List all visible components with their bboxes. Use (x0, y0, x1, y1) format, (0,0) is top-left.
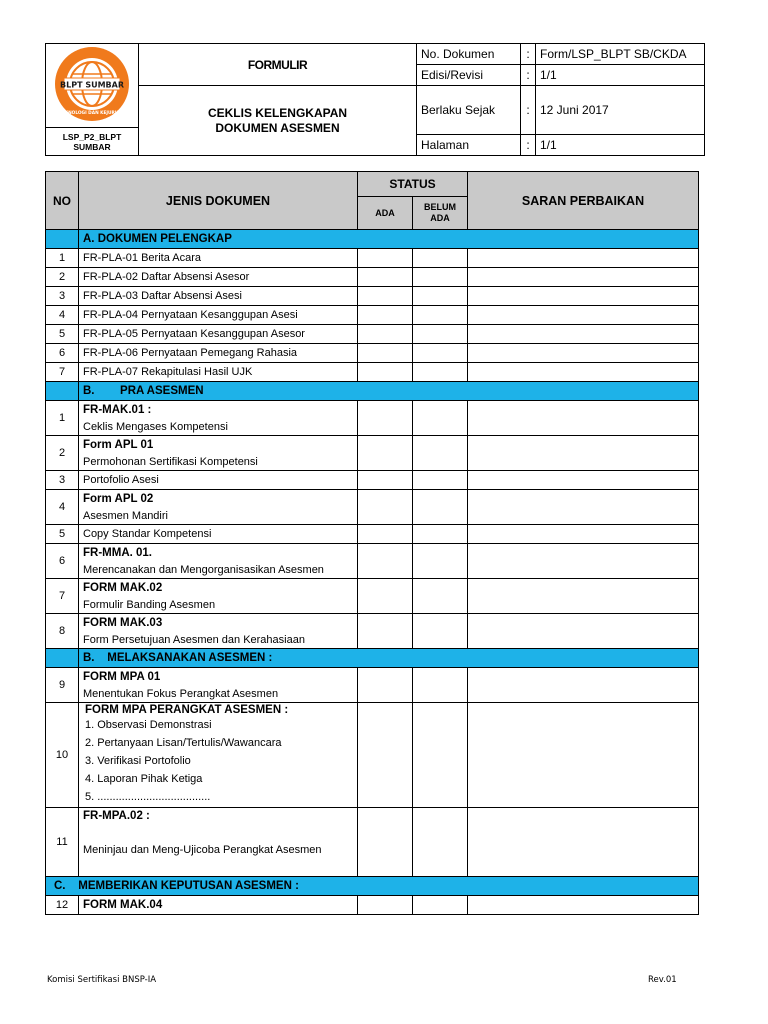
saran-field[interactable] (468, 579, 699, 614)
table-row: 6 FR-MMA. 01. Merencanakan dan Mengorganisasikan Asesmen (46, 544, 699, 579)
table-row: 2 Form APL 01 Permohonan Sertifikasi Kompetensi (46, 436, 699, 471)
belum-ada-checkbox[interactable] (413, 363, 468, 382)
meta-label-no-dokumen: No. Dokumen (417, 44, 521, 65)
belum-ada-checkbox[interactable] (413, 490, 468, 525)
belum-ada-checkbox[interactable] (413, 436, 468, 471)
ada-checkbox[interactable] (358, 490, 413, 525)
meta-label-halaman: Halaman (417, 135, 521, 156)
ada-checkbox[interactable] (358, 703, 413, 808)
belum-ada-checkbox[interactable] (413, 544, 468, 579)
belum-ada-checkbox[interactable] (413, 268, 468, 287)
ada-checkbox[interactable] (358, 579, 413, 614)
svg-text:BLPT SUMBAR: BLPT SUMBAR (60, 80, 124, 90)
saran-field[interactable] (468, 703, 699, 808)
saran-field[interactable] (468, 436, 699, 471)
table-row: 2 FR-PLA-02 Daftar Absensi Asesor (46, 268, 699, 287)
section-melaksanakan-asesmen: B. MELAKSANAKAN ASESMEN : (46, 649, 699, 668)
table-row: 5 FR-PLA-05 Pernyataan Kesanggupan Asesor (46, 325, 699, 344)
belum-ada-checkbox[interactable] (413, 896, 468, 915)
belum-ada-checkbox[interactable] (413, 614, 468, 649)
belum-ada-checkbox[interactable] (413, 808, 468, 877)
table-row: 4 FR-PLA-04 Pernyataan Kesanggupan Asesi (46, 306, 699, 325)
table-row: 5 Copy Standar Kompetensi (46, 525, 699, 544)
footer-right: Rev.01 (648, 975, 677, 985)
belum-ada-checkbox[interactable] (413, 344, 468, 363)
saran-field[interactable] (468, 544, 699, 579)
ada-checkbox[interactable] (358, 287, 413, 306)
saran-field[interactable] (468, 471, 699, 490)
ada-checkbox[interactable] (358, 268, 413, 287)
saran-field[interactable] (468, 249, 699, 268)
belum-ada-checkbox[interactable] (413, 703, 468, 808)
section-memberikan-keputusan: C. MEMBERIKAN KEPUTUSAN ASESMEN : (46, 877, 699, 896)
table-row: 3 Portofolio Asesi (46, 471, 699, 490)
meta-value-no-dokumen: Form/LSP_BLPT SB/CKDA (536, 44, 705, 65)
ada-checkbox[interactable] (358, 614, 413, 649)
saran-field[interactable] (468, 306, 699, 325)
table-row: 10 FORM MPA PERANGKAT ASESMEN : 1. Observasi Demonstrasi 2. Pertanyaan Lisan/Tertulis/Wawancara 3. Verifikasi Portofolio 4. Laporan Pihak Ketiga 5. ..................................... (46, 703, 699, 808)
meta-value-halaman: 1/1 (536, 135, 705, 156)
document-header: BLPT SUMBAR TEKNOLOGI DAN KEJURUAN FORMULIR No. Dokumen : Form/LSP_BLPT SB/CKDA Edisi/Revisi : 1/1 CEKLIS KELENGKAPAN DOKUMEN ASESMEN Berlaku Sejak : 12 Juni 2017 LSP_P2_BLPT SUMBAR Halaman : 1/1 (45, 43, 705, 156)
col-header-saran: SARAN PERBAIKAN (468, 172, 699, 230)
belum-ada-checkbox[interactable] (413, 668, 468, 703)
belum-ada-checkbox[interactable] (413, 579, 468, 614)
ada-checkbox[interactable] (358, 344, 413, 363)
col-header-jenis: JENIS DOKUMEN (79, 172, 358, 230)
col-header-status: STATUS (358, 172, 468, 197)
saran-field[interactable] (468, 490, 699, 525)
saran-field[interactable] (468, 268, 699, 287)
belum-ada-checkbox[interactable] (413, 471, 468, 490)
saran-field[interactable] (468, 808, 699, 877)
meta-label-edisi: Edisi/Revisi (417, 65, 521, 86)
table-row: 12 FORM MAK.04 (46, 896, 699, 915)
ada-checkbox[interactable] (358, 544, 413, 579)
col-header-belum-ada: BELUM ADA (413, 197, 468, 230)
ada-checkbox[interactable] (358, 436, 413, 471)
ada-checkbox[interactable] (358, 249, 413, 268)
table-row: 7 FR-PLA-07 Rekapitulasi Hasil UJK (46, 363, 699, 382)
saran-field[interactable] (468, 344, 699, 363)
belum-ada-checkbox[interactable] (413, 325, 468, 344)
belum-ada-checkbox[interactable] (413, 287, 468, 306)
section-pra-asesmen: B. PRA ASESMEN (46, 382, 699, 401)
saran-field[interactable] (468, 401, 699, 436)
belum-ada-checkbox[interactable] (413, 401, 468, 436)
meta-value-berlaku: 12 Juni 2017 (536, 86, 705, 135)
svg-text:TEKNOLOGI DAN KEJURUAN: TEKNOLOGI DAN KEJURUAN (58, 111, 126, 116)
footer-left: Komisi Sertifikasi BNSP-IA (47, 975, 157, 985)
blpt-logo-icon (50, 44, 134, 124)
table-row: 8 FORM MAK.03 Form Persetujuan Asesmen dan Kerahasiaan (46, 614, 699, 649)
saran-field[interactable] (468, 896, 699, 915)
ada-checkbox[interactable] (358, 306, 413, 325)
ada-checkbox[interactable] (358, 471, 413, 490)
logo-cell (46, 44, 139, 128)
col-header-ada: ADA (358, 197, 413, 230)
ada-checkbox[interactable] (358, 325, 413, 344)
table-row: 9 FORM MPA 01 Menentukan Fokus Perangkat Asesmen (46, 668, 699, 703)
belum-ada-checkbox[interactable] (413, 306, 468, 325)
belum-ada-checkbox[interactable] (413, 525, 468, 544)
table-row: 7 FORM MAK.02 Formulir Banding Asesmen (46, 579, 699, 614)
saran-field[interactable] (468, 363, 699, 382)
table-row: 1 FR-PLA-01 Berita Acara (46, 249, 699, 268)
table-row: 11 FR-MPA.02 : Meninjau dan Meng-Ujicoba Perangkat Asesmen (46, 808, 699, 877)
ada-checkbox[interactable] (358, 401, 413, 436)
meta-label-berlaku: Berlaku Sejak (417, 86, 521, 135)
form-title: FORMULIR (139, 44, 417, 86)
table-row: 3 FR-PLA-03 Daftar Absensi Asesi (46, 287, 699, 306)
belum-ada-checkbox[interactable] (413, 249, 468, 268)
saran-field[interactable] (468, 614, 699, 649)
ada-checkbox[interactable] (358, 896, 413, 915)
col-header-no: NO (46, 172, 79, 230)
table-row: 1 FR-MAK.01 : Ceklis Mengases Kompetensi (46, 401, 699, 436)
checklist-table (45, 171, 699, 915)
table-row: 4 Form APL 02 Asesmen Mandiri (46, 490, 699, 525)
ada-checkbox[interactable] (358, 525, 413, 544)
saran-field[interactable] (468, 668, 699, 703)
ada-checkbox[interactable] (358, 363, 413, 382)
org-code: LSP_P2_BLPT SUMBAR (46, 128, 139, 156)
saran-field[interactable] (468, 325, 699, 344)
document-title: CEKLIS KELENGKAPAN DOKUMEN ASESMEN (139, 86, 417, 156)
ada-checkbox[interactable] (358, 808, 413, 877)
section-dokumen-pelengkap: A. DOKUMEN PELENGKAP (46, 230, 699, 249)
table-row: 6 FR-PLA-06 Pernyataan Pemegang Rahasia (46, 344, 699, 363)
saran-field[interactable] (468, 525, 699, 544)
meta-value-edisi: 1/1 (536, 65, 705, 86)
ada-checkbox[interactable] (358, 668, 413, 703)
saran-field[interactable] (468, 287, 699, 306)
